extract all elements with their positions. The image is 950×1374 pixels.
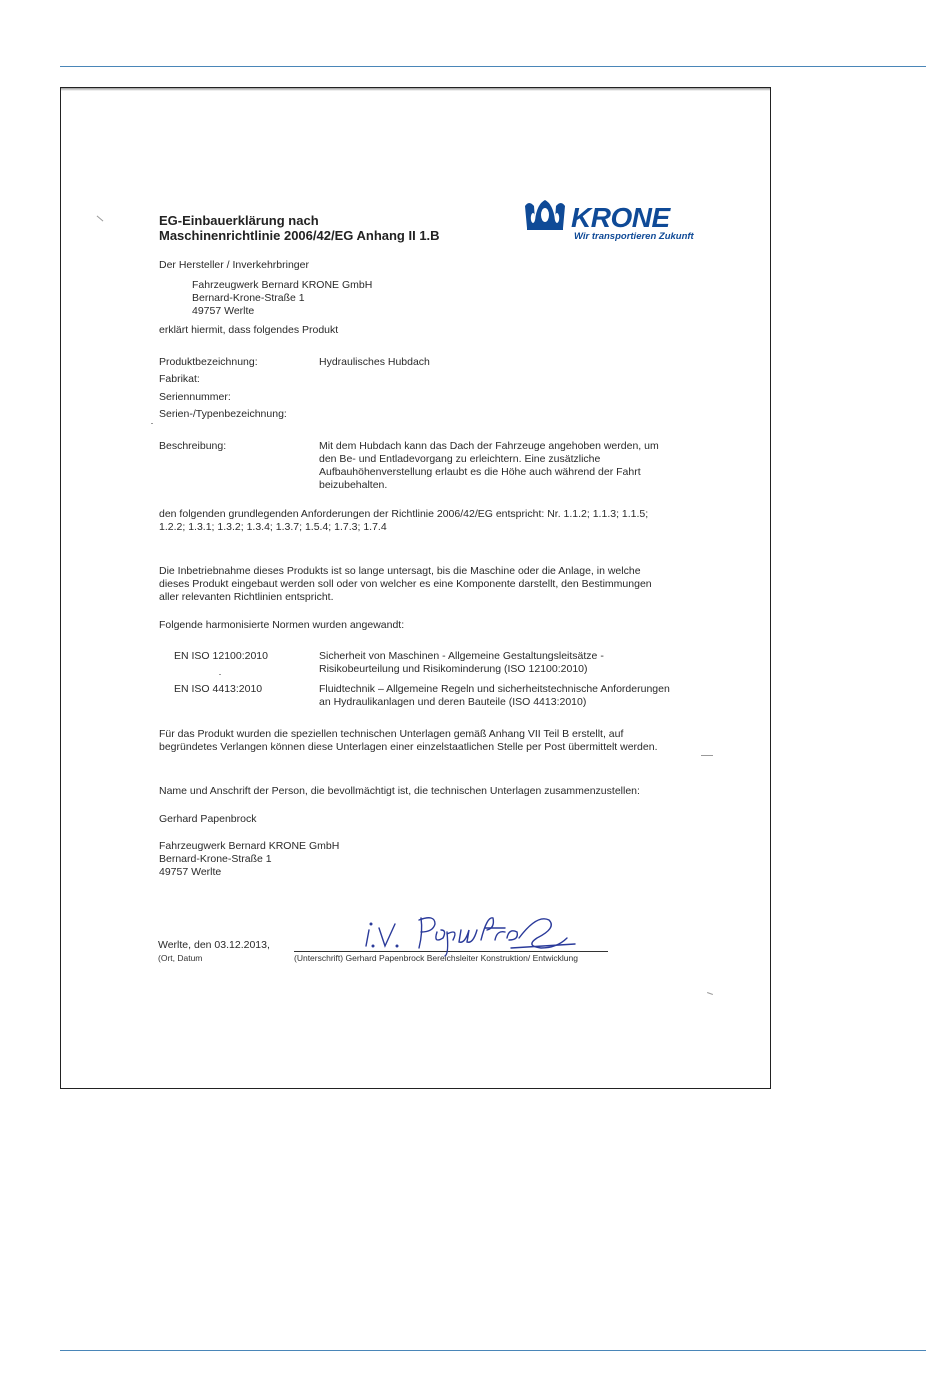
manufacturer-street: Bernard-Krone-Straße 1	[192, 292, 305, 304]
authorized-street: Bernard-Krone-Straße 1	[159, 853, 272, 865]
norm-code: EN ISO 12100:2010	[174, 650, 268, 662]
scan-speck	[707, 992, 713, 995]
type-label: Serien-/Typenbezeichnung:	[159, 408, 287, 420]
commissioning-line: aller relevanten Richtlinien entspricht.	[159, 591, 334, 603]
header-rule	[60, 66, 926, 67]
serial-label: Seriennummer:	[159, 391, 231, 403]
manufacturer-city: 49757 Werlte	[192, 305, 255, 317]
brand-slogan: Wir transportieren Zukunft	[574, 231, 694, 242]
place-date-caption: (Ort, Datum	[158, 953, 203, 963]
product-label: Produktbezeichnung:	[159, 356, 258, 368]
norms-intro: Folgende harmonisierte Normen wurden angewandt:	[159, 619, 405, 631]
commissioning-line: Die Inbetriebnahme dieses Produkts ist so lange untersagt, bis die Maschine oder die Anlage, in welche	[159, 565, 641, 577]
place-date: Werlte, den 03.12.2013,	[158, 939, 270, 951]
declaration-scan	[60, 87, 771, 1089]
krone-logo	[521, 196, 721, 246]
document-title-line1: EG-Einbauerklärung nach	[159, 213, 319, 228]
norm-text: Sicherheit von Maschinen - Allgemeine Gestaltungsleitsätze -	[319, 650, 604, 662]
scan-speck	[219, 674, 221, 675]
scan-speck	[701, 755, 713, 756]
footer-rule	[60, 1350, 926, 1351]
tech-docs-line: begründetes Verlangen können diese Unterlagen einer einzelstaatlichen Stelle per Post übermittelt werden.	[159, 741, 658, 753]
authorized-person: Gerhard Papenbrock	[159, 813, 257, 825]
norm-text: Fluidtechnik – Allgemeine Regeln und sicherheitstechnische Anforderungen	[319, 683, 670, 695]
scan-speck	[151, 423, 153, 424]
scan-edge-shade	[61, 88, 770, 91]
description-line: Aufbauhöhenverstellung erlaubt es die Höhe auch während der Fahrt	[319, 466, 641, 478]
authorized-intro: Name und Anschrift der Person, die bevollmächtigt ist, die technischen Unterlagen zusammenzustellen:	[159, 785, 640, 797]
commissioning-line: dieses Produkt eingebaut werden soll oder von welcher es eine Komponente darstellt, den Bestimmungen	[159, 578, 652, 590]
description-line: beizubehalten.	[319, 479, 388, 491]
manufacturer-name: Fahrzeugwerk Bernard KRONE GmbH	[192, 279, 373, 291]
requirements-line: 1.2.2; 1.3.1; 1.3.2; 1.3.4; 1.3.7; 1.5.4; 1.7.3; 1.7.4	[159, 521, 387, 533]
make-label: Fabrikat:	[159, 373, 200, 385]
crown-icon	[521, 198, 569, 232]
description-line: Mit dem Hubdach kann das Dach der Fahrzeuge angehoben werden, um	[319, 440, 659, 452]
signature-caption: (Unterschrift) Gerhard Papenbrock Bereichsleiter Konstruktion/ Entwicklung	[294, 953, 578, 963]
norm-text: Risikobeurteilung und Risikominderung (ISO 12100:2010)	[319, 663, 588, 675]
scan-speck	[97, 216, 104, 222]
norm-text: an Hydraulikanlagen und deren Bauteile (ISO 4413:2010)	[319, 696, 587, 708]
document-title-line2: Maschinenrichtlinie 2006/42/EG Anhang II 1.B	[159, 228, 440, 243]
manufacturer-label: Der Hersteller / Inverkehrbringer	[159, 259, 309, 271]
handwritten-signature	[361, 908, 581, 958]
tech-docs-line: Für das Produkt wurden die speziellen technischen Unterlagen gemäß Anhang VII Teil B erstellt, auf	[159, 728, 624, 740]
norm-code: EN ISO 4413:2010	[174, 683, 263, 695]
description-line: den Be- und Entladevorgang zu erleichtern. Eine zusätzliche	[319, 453, 601, 465]
product-value: Hydraulisches Hubdach	[319, 356, 430, 368]
requirements-line: den folgenden grundlegenden Anforderungen der Richtlinie 2006/42/EG entspricht: Nr. 1.1.2; 1.1.3; 1.1.5;	[159, 508, 649, 520]
authorized-company: Fahrzeugwerk Bernard KRONE GmbH	[159, 840, 340, 852]
brand-name: KRONE	[571, 202, 670, 233]
description-label: Beschreibung:	[159, 440, 227, 452]
declares-text: erklärt hiermit, dass folgendes Produkt	[159, 324, 339, 336]
authorized-city: 49757 Werlte	[159, 866, 222, 878]
